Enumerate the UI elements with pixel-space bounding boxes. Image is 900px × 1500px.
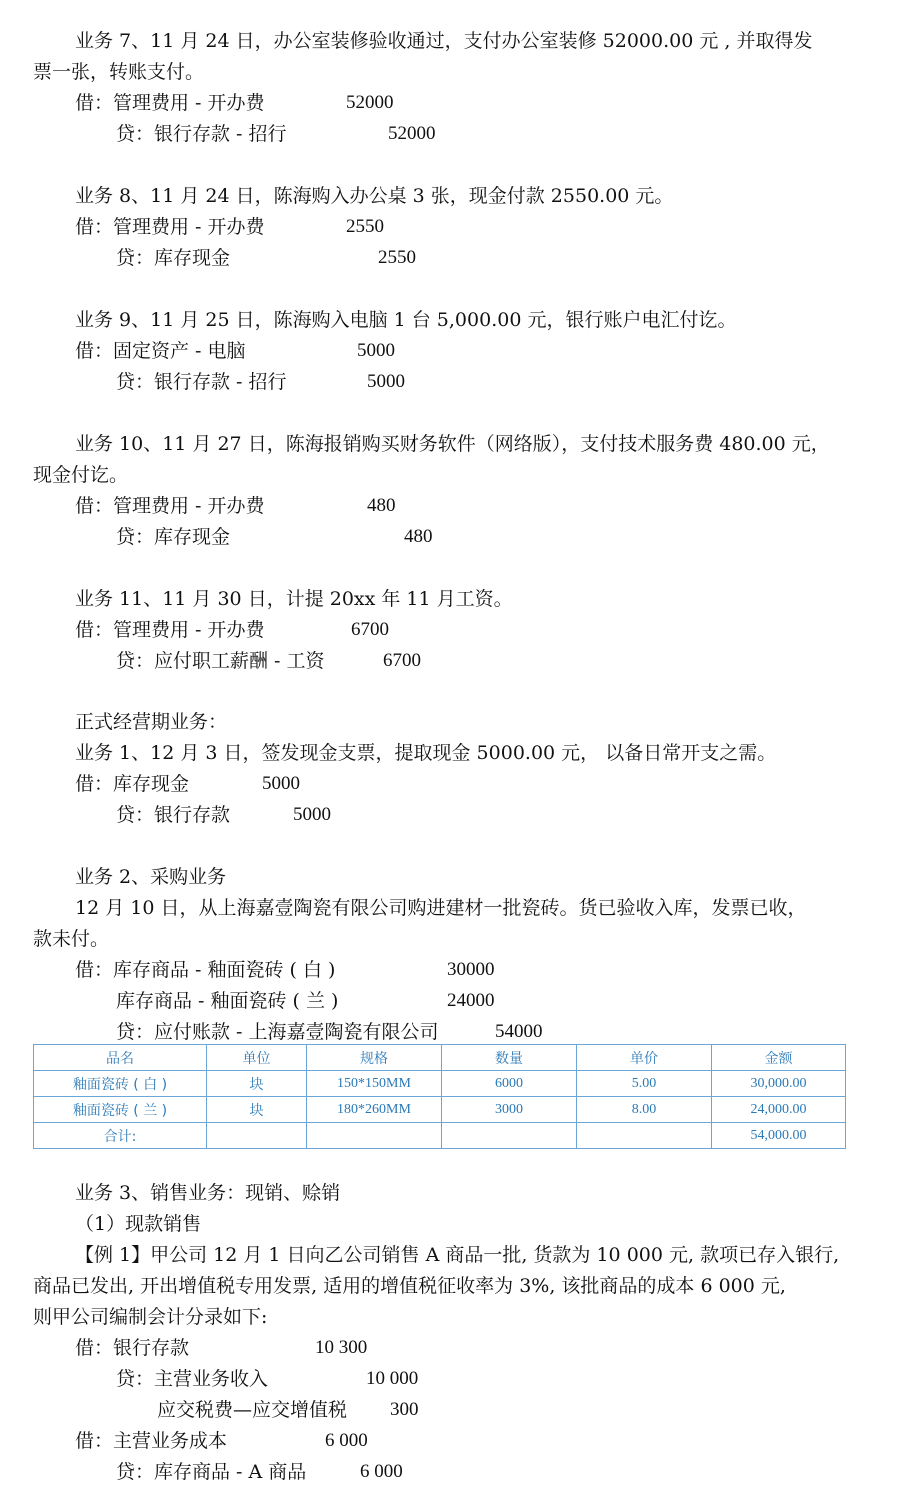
ftx2-debit2-amount: 24000 — [447, 990, 495, 1011]
tx11-credit-label: 贷：应付职工薪酬 - 工资 — [116, 650, 325, 672]
example1-line3: 则甲公司编制会计分录如下: — [33, 1306, 268, 1328]
tx8-credit-amount: 2550 — [378, 247, 416, 268]
col-header-name: 品名 — [34, 1045, 207, 1071]
tx10-credit-label: 贷：库存现金 — [116, 526, 231, 548]
tx10-desc-line2: 现金付讫。 — [33, 464, 129, 486]
cell-unit: 块 — [207, 1097, 307, 1123]
cell-name: 釉面瓷砖 ( 兰 ) — [34, 1097, 207, 1123]
ftx2-credit-label: 贷：应付账款 - 上海嘉壹陶瓷有限公司 — [116, 1021, 439, 1043]
tx9-desc-line1: 业务 9、11 月 25 日，陈海购入电脑 1 台 5,000.00 元，银行账户电汇付讫。 — [75, 309, 737, 331]
cell-spec: 180*260MM — [307, 1097, 442, 1123]
ftx3-credit2-amount: 300 — [390, 1399, 419, 1420]
cell-total-amount: 54,000.00 — [712, 1123, 846, 1149]
cell-unit: 块 — [207, 1071, 307, 1097]
tx7-credit-amount: 52000 — [388, 123, 436, 144]
ftx1-desc-line1: 业务 1、12 月 3 日，签发现金支票，提取现金 5000.00 元， 以备日常开支之需。 — [75, 742, 777, 764]
cell-qty: 6000 — [442, 1071, 577, 1097]
tx7-desc-line1: 业务 7、11 月 24 日，办公室装修验收通过，支付办公室装修 52000.00 元 , 并取得发 — [75, 30, 813, 52]
example1-line1: 【例 1】甲公司 12 月 1 日向乙公司销售 A 商品一批, 货款为 10 000 元, 款项已存入银行, — [75, 1244, 840, 1266]
ftx3-debit1-label: 借：银行存款 — [75, 1337, 190, 1359]
tx8-credit-label: 贷：库存现金 — [116, 247, 231, 269]
ftx2-credit-amount: 54000 — [495, 1021, 543, 1042]
cell-empty — [307, 1123, 442, 1149]
tx10-desc-line1: 业务 10、11 月 27 日，陈海报销购买财务软件（网络版），支付技术服务费 480.00 元， — [75, 433, 830, 455]
tx9-debit-amount: 5000 — [357, 340, 395, 361]
cell-price: 5.00 — [577, 1071, 712, 1097]
col-header-amount: 金额 — [712, 1045, 846, 1071]
tx10-debit-label: 借：管理费用 - 开办费 — [75, 495, 265, 517]
tx8-debit-amount: 2550 — [346, 216, 384, 237]
ftx3-title: 业务 3、销售业务：现销、赊销 — [75, 1182, 341, 1204]
goods-table-total-row — [34, 1123, 846, 1149]
ftx2-debit1-label: 借：库存商品 - 釉面瓷砖 ( 白 ) — [75, 959, 336, 981]
tx7-debit-label: 借：管理费用 - 开办费 — [75, 92, 265, 114]
ftx3-credit3-label: 贷：库存商品 - A 商品 — [116, 1461, 307, 1483]
ftx3-credit1-amount: 10 000 — [366, 1368, 419, 1389]
tx9-debit-label: 借：固定资产 - 电脑 — [75, 340, 246, 362]
goods-table — [33, 1044, 846, 1149]
cell-total-label: 合计: — [34, 1123, 207, 1149]
cell-name: 釉面瓷砖 ( 白 ) — [34, 1071, 207, 1097]
ftx1-debit-label: 借：库存现金 — [75, 773, 190, 795]
cell-empty — [577, 1123, 712, 1149]
cell-spec: 150*150MM — [307, 1071, 442, 1097]
cell-qty: 3000 — [442, 1097, 577, 1123]
tx8-desc-line1: 业务 8、11 月 24 日，陈海购入办公桌 3 张，现金付款 2550.00 元。 — [75, 185, 674, 207]
tx9-credit-label: 贷：银行存款 - 招行 — [116, 371, 287, 393]
cell-amount: 24,000.00 — [712, 1097, 846, 1123]
ftx2-debit1-amount: 30000 — [447, 959, 495, 980]
col-header-spec: 规格 — [307, 1045, 442, 1071]
ftx2-desc-line2: 款未付。 — [33, 928, 110, 950]
ftx3-credit3-amount: 6 000 — [360, 1461, 403, 1482]
ftx2-debit2-label: 库存商品 - 釉面瓷砖 ( 兰 ) — [116, 990, 339, 1012]
tx8-debit-label: 借：管理费用 - 开办费 — [75, 216, 265, 238]
tx11-debit-label: 借：管理费用 - 开办费 — [75, 619, 265, 641]
formal-period-heading: 正式经营期业务： — [75, 711, 228, 733]
cell-amount: 30,000.00 — [712, 1071, 846, 1097]
table-row — [34, 1071, 846, 1097]
goods-table-header-row — [34, 1045, 846, 1071]
ftx3-debit1-amount: 10 300 — [315, 1337, 368, 1358]
ftx3-credit2-label: 应交税费—应交增值税 — [157, 1399, 348, 1421]
tx9-credit-amount: 5000 — [367, 371, 405, 392]
cell-price: 8.00 — [577, 1097, 712, 1123]
example1-line2: 商品已发出, 开出增值税专用发票, 适用的增值税征收率为 3%, 该批商品的成本 6 000 元, — [33, 1275, 786, 1297]
cell-empty — [207, 1123, 307, 1149]
ftx2-desc-line1: 12 月 10 日，从上海嘉壹陶瓷有限公司购进建材一批瓷砖。货已验收入库，发票已收， — [75, 897, 807, 919]
ftx1-debit-amount: 5000 — [262, 773, 300, 794]
col-header-price: 单价 — [577, 1045, 712, 1071]
tx11-credit-amount: 6700 — [383, 650, 421, 671]
ftx1-credit-label: 贷：银行存款 — [116, 804, 231, 826]
ftx3-debit2-amount: 6 000 — [325, 1430, 368, 1451]
tx11-desc-line1: 业务 11、11 月 30 日，计提 20xx 年 11 月工资。 — [75, 588, 513, 610]
ftx3-credit1-label: 贷：主营业务收入 — [116, 1368, 269, 1390]
table-row — [34, 1097, 846, 1123]
col-header-qty: 数量 — [442, 1045, 577, 1071]
ftx1-credit-amount: 5000 — [293, 804, 331, 825]
ftx3-subtitle: （1）现款销售 — [75, 1213, 202, 1235]
tx7-credit-label: 贷：银行存款 - 招行 — [116, 123, 287, 145]
tx11-debit-amount: 6700 — [351, 619, 389, 640]
ftx2-title: 业务 2、采购业务 — [75, 866, 227, 888]
tx10-debit-amount: 480 — [367, 495, 396, 516]
tx7-debit-amount: 52000 — [346, 92, 394, 113]
tx7-desc-line2: 票一张，转账支付。 — [33, 61, 205, 83]
cell-empty — [442, 1123, 577, 1149]
ftx3-debit2-label: 借：主营业务成本 — [75, 1430, 228, 1452]
tx10-credit-amount: 480 — [404, 526, 433, 547]
col-header-unit: 单位 — [207, 1045, 307, 1071]
